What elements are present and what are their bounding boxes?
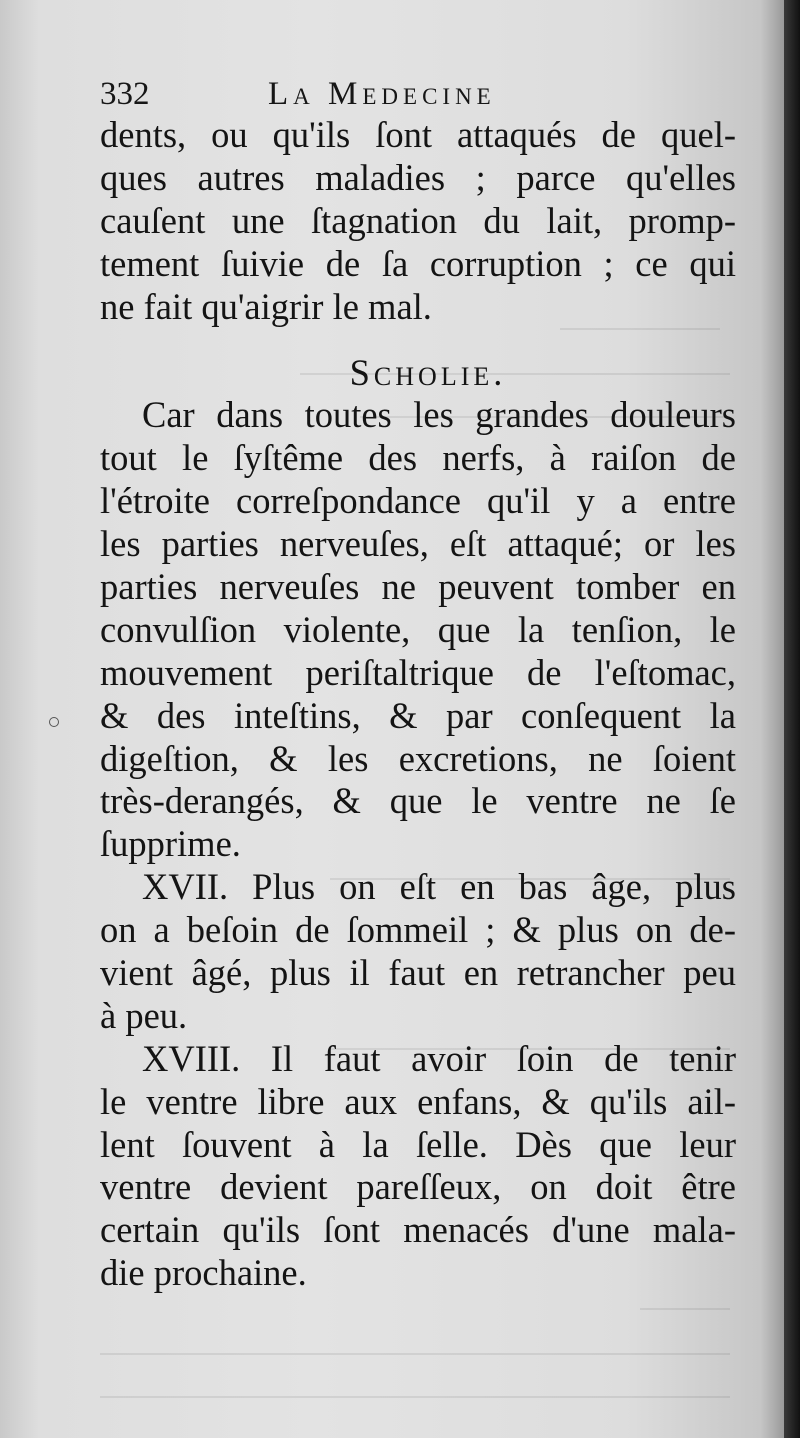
text-line: dents, ou qu'ils ſont attaqués de quel- [100, 114, 736, 155]
text-line: on a beſoin de ſommeil ; & plus on de- [100, 909, 736, 951]
text-line: XVIII. Il faut avoir ſoin de tenir [142, 1037, 736, 1079]
text-line: tout le ſyſtême des nerfs, à raiſon de [100, 437, 736, 479]
text-line: die prochaine. [100, 1252, 307, 1294]
text-line: ſupprime. [100, 823, 241, 865]
page-number: 332 [100, 76, 150, 112]
text-line: parties nerveuſes ne peuvent tomber en [100, 566, 736, 608]
text-line: l'étroite correſpondance qu'il y a entre [100, 480, 736, 522]
text-line: certain qu'ils ſont menacés d'une mala- [100, 1209, 736, 1251]
text-line: très-derangés, & que le ventre ne ſe [100, 780, 736, 822]
text-block [100, 114, 736, 1295]
text-line: XVII. Plus on eſt en bas âge, plus [142, 866, 736, 908]
show-through-mark [100, 1325, 730, 1355]
text-line: à peu. [100, 994, 188, 1036]
text-line: cauſent une ſtagnation du lait, promp- [100, 199, 736, 241]
text-line: lent ſouvent à la ſelle. Dès que leur [100, 1123, 736, 1165]
text-line: mouvement periſtaltrique de l'eſtomac, [100, 651, 736, 693]
ink-dot-mark [49, 717, 59, 727]
text-line: & des inteſtins, & par conſequent la [100, 694, 736, 736]
text-line: vient âgé, plus il faut en retrancher peu [100, 952, 736, 994]
section-heading: Scholie. [349, 352, 507, 394]
page-edge-shadow [784, 0, 800, 1438]
running-head: La Medecine [268, 76, 496, 112]
text-line: ne fait qu'aigrir le mal. [100, 285, 432, 327]
text-line: tement ſuivie de ſa corruption ; ce qui [100, 242, 736, 284]
text-line: ventre devient pareſſeux, on doit être [100, 1166, 736, 1208]
text-line: digeſtion, & les excretions, ne ſoient [100, 737, 736, 779]
text-line: les parties nerveuſes, eſt attaqué; or les [100, 523, 736, 565]
text-line: ques autres maladies ; parce qu'elles [100, 156, 736, 198]
text-line: convulſion violente, que la tenſion, le [100, 608, 736, 650]
text-line: Car dans toutes les grandes douleurs [142, 394, 736, 436]
show-through-mark [100, 1368, 730, 1398]
page-header [100, 72, 730, 118]
text-line: le ventre libre aux enfans, & qu'ils ail- [100, 1080, 736, 1122]
